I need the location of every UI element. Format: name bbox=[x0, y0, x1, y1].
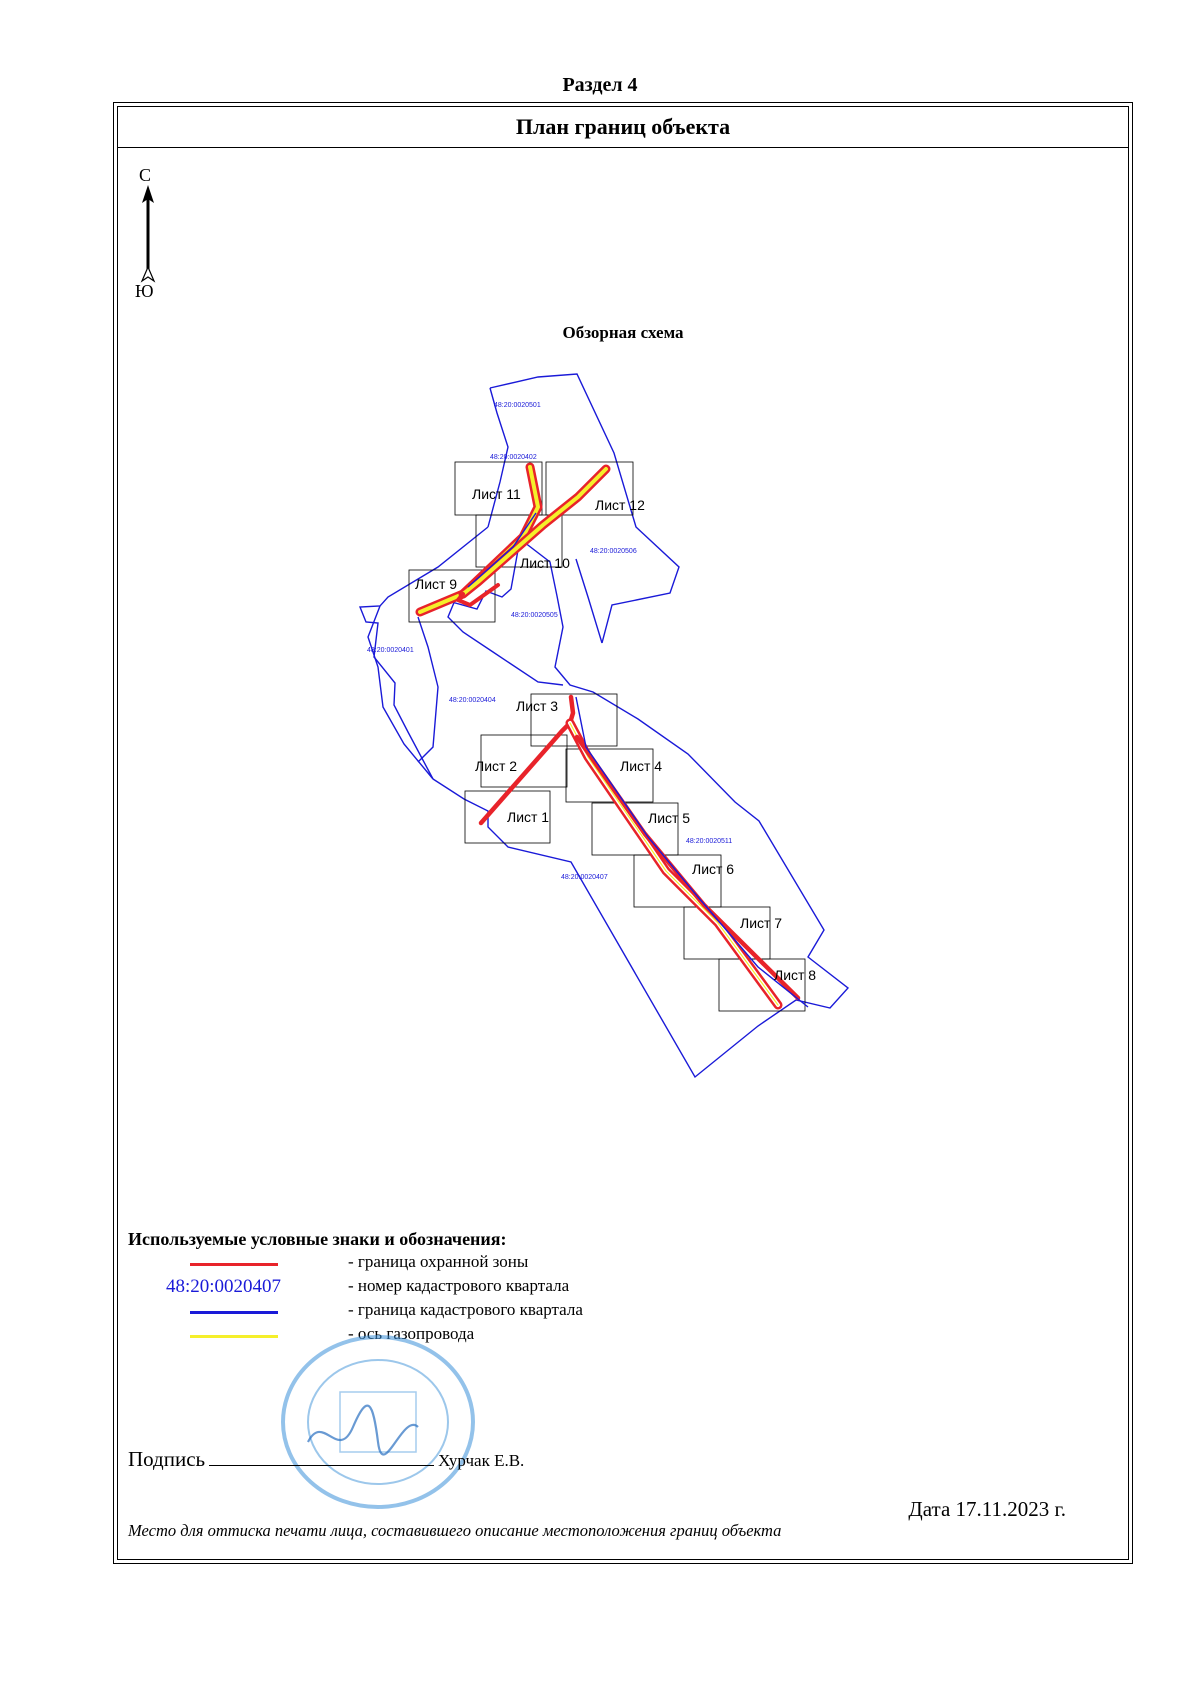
sheet-label: Лист 5 bbox=[648, 810, 691, 826]
cadastral-label: 48:20:0020501 bbox=[494, 402, 541, 409]
sheet-label: Лист 6 bbox=[692, 861, 735, 877]
compass-north-label: С bbox=[139, 165, 152, 185]
document-frame-inner bbox=[117, 106, 1129, 1560]
sheet-label: Лист 8 bbox=[774, 967, 817, 983]
signature-line bbox=[128, 1447, 524, 1472]
cadastral-boundary bbox=[418, 617, 438, 762]
legend-desc: - номер кадастрового квартала bbox=[348, 1276, 570, 1295]
signature-underline bbox=[209, 1447, 434, 1466]
overview-map bbox=[118, 107, 1130, 1207]
sheet-label: Лист 1 bbox=[507, 809, 550, 825]
cadastral-label: 48:20:0020407 bbox=[561, 874, 608, 881]
blue-line-swatch bbox=[190, 1311, 278, 1314]
sheet-label: Лист 10 bbox=[520, 555, 570, 571]
cadastral-label: 48:20:0020402 bbox=[490, 454, 537, 461]
cadastral-label: 48:20:0020404 bbox=[449, 697, 496, 704]
legend-desc: - граница кадастрового квартала bbox=[348, 1300, 583, 1319]
section-title: Раздел 4 bbox=[562, 74, 638, 96]
sheet-labels bbox=[415, 486, 816, 983]
red-line-swatch bbox=[190, 1263, 278, 1266]
document-date: Дата 17.11.2023 г. bbox=[908, 1497, 1066, 1521]
legend-desc: - ось газопровода bbox=[348, 1324, 475, 1343]
signer-name: Хурчак Е.В. bbox=[438, 1451, 525, 1470]
legend-cadastral-code: 48:20:0020407 bbox=[166, 1276, 282, 1297]
yellow-line-swatch bbox=[190, 1335, 278, 1338]
document-frame bbox=[113, 102, 1133, 1564]
legend-item-cadastral-boundary bbox=[128, 1300, 828, 1324]
legend-item-cadastral-number bbox=[128, 1276, 828, 1300]
compass-south-label: Ю bbox=[135, 281, 154, 301]
seal-stamp-icon bbox=[278, 1332, 478, 1512]
legend-item-pipeline-axis bbox=[128, 1324, 828, 1348]
sheet-label: Лист 4 bbox=[620, 758, 663, 774]
sheet-label: Лист 3 bbox=[516, 698, 559, 714]
cadastral-boundary bbox=[576, 559, 602, 643]
pipeline-axis bbox=[570, 723, 778, 1005]
sheet-label: Лист 2 bbox=[475, 758, 518, 774]
sheet-label: Лист 7 bbox=[740, 915, 783, 931]
sheet-label: Лист 11 bbox=[472, 486, 521, 502]
cadastral-boundary bbox=[490, 374, 679, 643]
plan-title: План границ объекта bbox=[118, 107, 1128, 148]
sheet-label: Лист 9 bbox=[415, 576, 458, 592]
cadastral-label: 48:20:0020506 bbox=[590, 548, 637, 555]
signature-label: Подпись bbox=[128, 1447, 206, 1471]
cadastral-boundary bbox=[448, 593, 563, 685]
cadastral-label: 48:20:0020505 bbox=[511, 612, 558, 619]
sheet-label: Лист 12 bbox=[595, 497, 645, 513]
stamp-place-note: Место для оттиска печати лица, составившего описание местоположения границ объекта bbox=[128, 1521, 782, 1540]
cadastral-label: 48:20:0020511 bbox=[686, 838, 733, 845]
cadastral-label: 48:20:0020401 bbox=[367, 647, 414, 654]
legend-title: Используемые условные знаки и обозначения: bbox=[128, 1229, 507, 1249]
legend bbox=[128, 1229, 828, 1348]
legend-desc: - граница охранной зоны bbox=[348, 1252, 529, 1271]
legend-item-protection-zone bbox=[128, 1252, 828, 1276]
cadastral-boundary-along-pipe bbox=[576, 697, 808, 1007]
overview-title: Обзорная схема bbox=[562, 323, 684, 342]
